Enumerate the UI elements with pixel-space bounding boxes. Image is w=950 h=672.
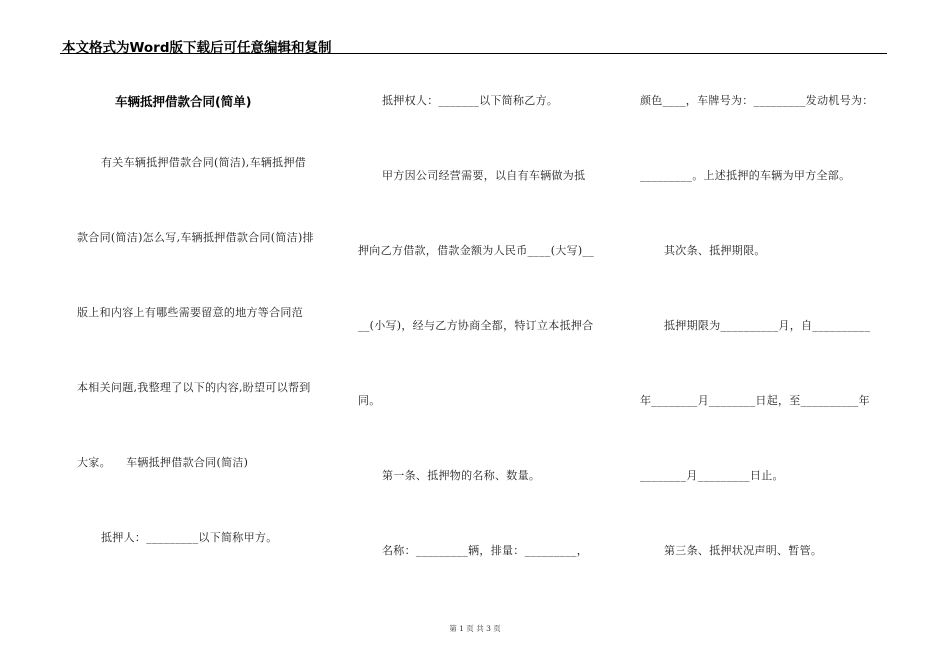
page-number: 第 1 页 共 3 页 bbox=[449, 624, 501, 633]
paragraph-line: 同。 bbox=[358, 394, 381, 407]
document-title: 车辆抵押借款合同(简单) bbox=[115, 94, 252, 109]
paragraph-line: 本相关问题,我整理了以下的内容,盼望可以帮到 bbox=[77, 381, 311, 394]
paragraph-line: 有关车辆抵押借款合同(简洁),车辆抵押借 bbox=[101, 156, 307, 169]
section-heading: 第一条、抵押物的名称、数量。 bbox=[382, 469, 541, 482]
section-heading: 第三条、抵押状况声明、暂管。 bbox=[664, 544, 823, 557]
paragraph-line: 版上和内容上有哪些需要留意的地方等合同范 bbox=[77, 306, 303, 319]
paragraph-line: 颜色____，车牌号为：_________发动机号为： bbox=[640, 94, 874, 107]
paragraph-line: 大家。 车辆抵押借款合同(简洁) bbox=[77, 456, 249, 469]
paragraph-line: 抵押人：_________以下简称甲方。 bbox=[101, 531, 278, 544]
paragraph-line: 抵押期限为__________月，自__________ bbox=[664, 319, 871, 332]
paragraph-line: 抵押权人：_______以下简称乙方。 bbox=[382, 94, 559, 107]
section-heading: 其次条、抵押期限。 bbox=[664, 244, 766, 257]
paragraph-line: 年________月________日起，至__________年 bbox=[640, 394, 870, 407]
paragraph-line: 甲方因公司经营需要，以自有车辆做为抵 bbox=[382, 169, 586, 182]
paragraph-line: __(小写)，经与乙方协商全都，特订立本抵押合 bbox=[358, 319, 594, 332]
paragraph-line: 款合同(简洁)怎么写,车辆抵押借款合同(简洁)排 bbox=[77, 231, 314, 244]
paragraph-line: 名称：_________辆，排量：_________， bbox=[382, 544, 589, 557]
paragraph-line: 押向乙方借款，借款金额为人民币____(大写)__ bbox=[358, 244, 595, 257]
header-title: 本文格式为Word版下载后可任意编辑和复制 bbox=[62, 40, 332, 56]
paragraph-line: ________月_________日止。 bbox=[640, 469, 784, 482]
paragraph-line: _________。上述抵押的车辆为甲方全部。 bbox=[640, 169, 851, 182]
header-divider bbox=[60, 53, 887, 54]
